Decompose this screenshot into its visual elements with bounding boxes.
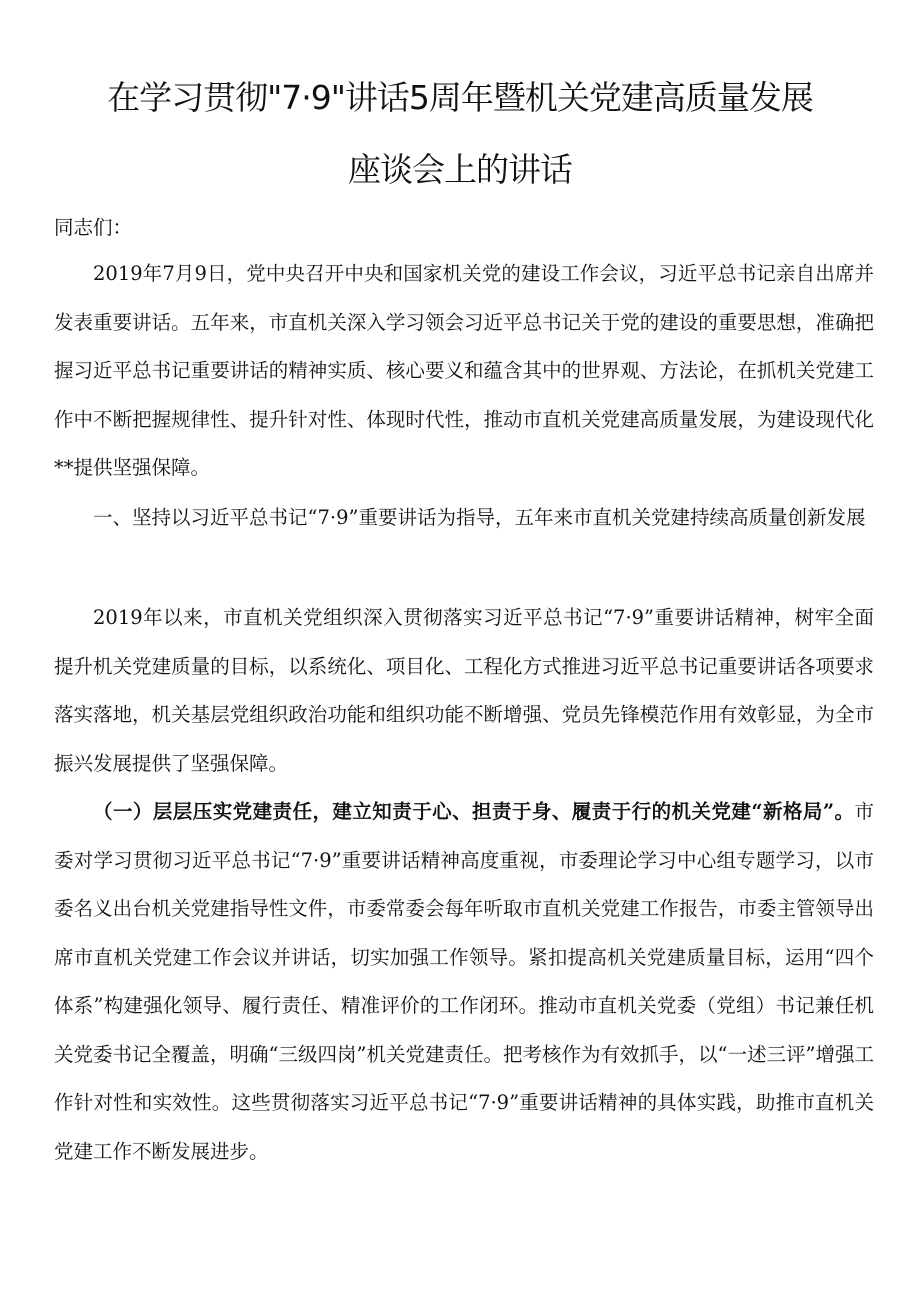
subsection-1-heading: （一）层层压实党建责任，建立知责于心、担责于身、履责于行的机关党建“新格局”。 [93, 800, 855, 823]
subsection-1-body: 市委对学习贯彻习近平总书记“7·9”重要讲话精神高度重视，市委理论学习中心组专题学习，以市委名义出台机关党建指导性文件，市委常委会每年听取市直机关党建工作报告，市委主管领导出席市直机关党建工作会议并讲话，切实加强工作领导。紧扣提高机关党建质量目标，运用“四个体系”构建强化领导、履行责任、精准评价的工作闭环。推动市直机关党委（党组）书记兼任机关党委书记全覆盖，明确“三级四岗”机关党建责任。把考核作为有效抓手，以“一述三评”增强工作针对性和实效性。这些贯彻落实习近平总书记“7·9”重要讲话精神的具体实践，助推市直机关党建工作不断发展进步。 [54, 800, 874, 1163]
paragraph-subsection-1-text [54, 788, 874, 1176]
section-heading-1-text: 一、坚持以习近平总书记“7·9”重要讲话为指导，五年来市直机关党建持续高质量创新发展 [93, 506, 866, 529]
document-title-line-1: 在学习贯彻"7·9"讲话5周年暨机关党建高质量发展 [107, 78, 813, 117]
paragraph-section-1-overview-text: 2019年以来，市直机关党组织深入贯彻落实习近平总书记“7·9”重要讲话精神，树牢全面提升机关党建质量的目标，以系统化、项目化、工程化方式推进习近平总书记重要讲话各项要求落实落地，机关基层党组织政治功能和组织功能不断增强、党员先锋模范作用有效彰显，为全市振兴发展提供了坚强保障。 [54, 606, 874, 775]
paragraph-intro-text: 2019年7月9日，党中央召开中央和国家机关党的建设工作会议，习近平总书记亲自出席并发表重要讲话。五年来，市直机关深入学习领会习近平总书记关于党的建设的重要思想，准确把握习近平总书记重要讲话的精神实质、核心要义和蕴含其中的世界观、方法论，在抓机关党建工作中不断把握规律性、提升针对性、体现时代性，推动市直机关党建高质量发展，为建设现代化**提供坚强保障。 [54, 262, 874, 479]
section-heading-1 [54, 494, 874, 543]
paragraph-section-1-overview [54, 594, 874, 788]
document-title-line-2: 座谈会上的讲话 [348, 150, 572, 189]
salutation: 同志们： [54, 216, 133, 239]
paragraph-intro [54, 250, 874, 493]
paragraph-subsection-1 [54, 788, 874, 1176]
